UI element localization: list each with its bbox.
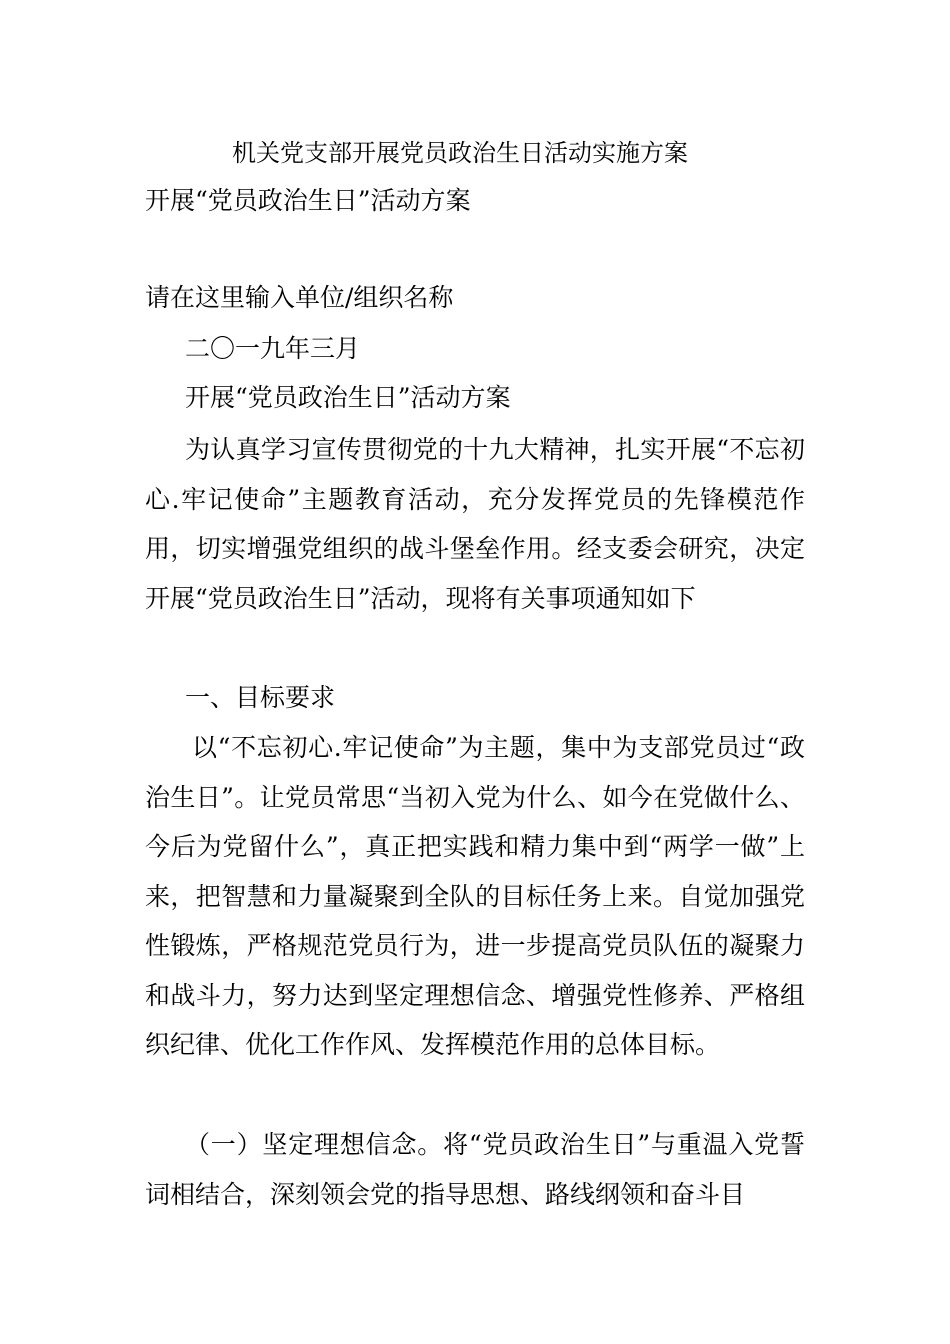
plan-heading: 开展“党员政治生日”活动方案 <box>185 383 511 412</box>
subsection-ideals-paragraph: （一）坚定理想信念。将“党员政治生日”与重温入党誓词相结合，深刻领会党的指导思想、路线纲领和奋斗目 <box>145 1130 805 1209</box>
organization-name-placeholder: 请在这里输入单位/组织名称 <box>145 283 454 312</box>
section-heading-goals: 一、目标要求 <box>185 683 336 712</box>
document-title: 机关党支部开展党员政治生日活动实施方案 <box>232 139 688 167</box>
goals-paragraph: 以“不忘初心.牢记使命”为主题，集中为支部党员过“政治生日”。让党员常思“当初入党为什么、如今在党做什么、今后为党留什么”，真正把实践和精力集中到“两学一做”上来，把智慧和力量凝聚到全队的目标任务上来。自觉加强党性锻炼，严格规范党员行为，进一步提高党员队伍的凝聚力和战斗力，努力达到坚定理想信念、增强党性修养、严格组织纪律、优化工作作风、发挥模范作用的总体目标。 <box>145 733 805 1059</box>
intro-paragraph: 为认真学习宣传贯彻党的十九大精神，扎实开展“不忘初心.牢记使命”主题教育活动，充分发挥党员的先锋模范作用，切实增强党组织的战斗堡垒作用。经支委会研究，决定开展“党员政治生日”活动，现将有关事项通知如下 <box>145 435 805 613</box>
document-date: 二〇一九年三月 <box>185 334 361 363</box>
document-subtitle: 开展“党员政治生日”活动方案 <box>145 186 471 215</box>
